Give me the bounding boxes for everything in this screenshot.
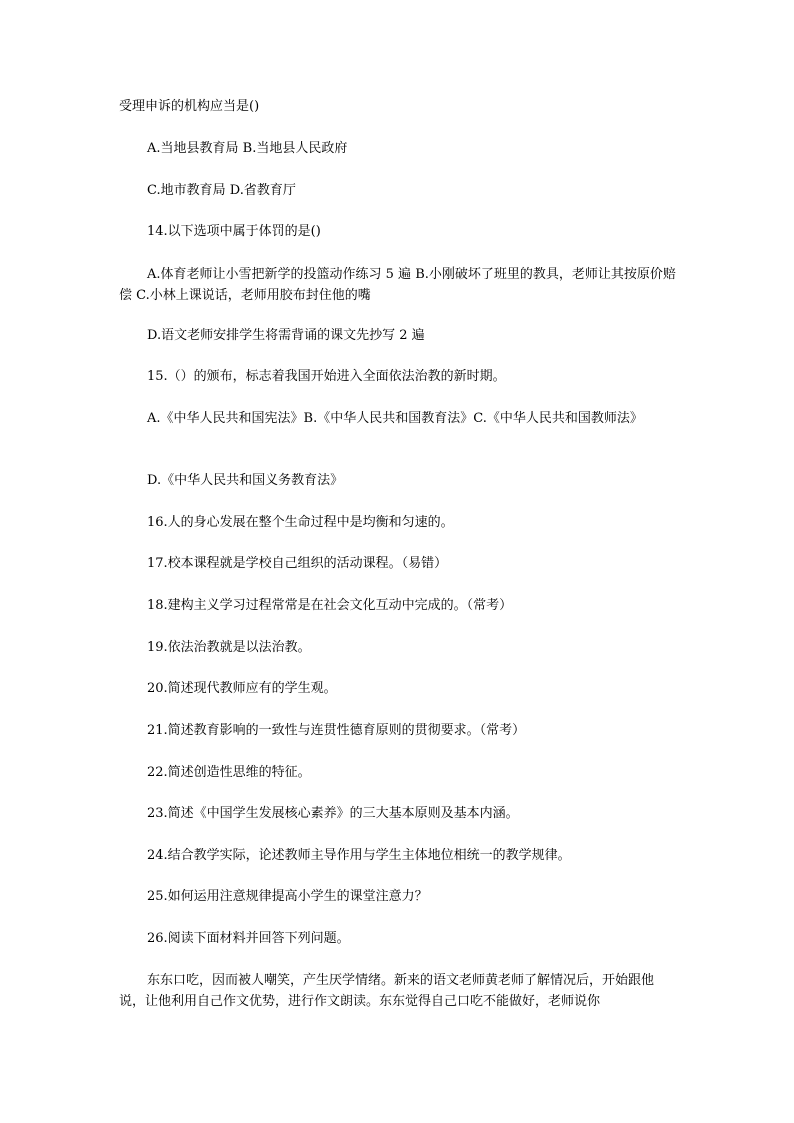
question-13-options-ab: A.当地县教育局 B.当地县人民政府 [147, 141, 348, 156]
question-16: 16.人的身心发展在整个生命过程中是均衡和匀速的。 [147, 515, 454, 530]
question-23: 23.简述《中国学生发展核心素养》的三大基本原则及基本内涵。 [147, 806, 519, 821]
question-24: 24.结合教学实际，论述教师主导作用与学生主体地位相统一的教学规律。 [147, 848, 571, 863]
question-26-material: 东东口吃，因而被人嘲笑，产生厌学情绪。新来的语文老师黄老师了解情况后，开始跟他说，让他利用自己作文优势，进行作文朗读。东东觉得自己口吃不能做好，老师说你 [119, 973, 655, 1009]
question-15-option-d: D.《中华人民共和国义务教育法》 [147, 473, 344, 488]
question-14-stem: 14.以下选项中属于体罚的是() [147, 224, 321, 239]
question-22: 22.简述创造性思维的特征。 [147, 765, 311, 780]
question-18: 18.建构主义学习过程常常是在社会文化互动中完成的。（常考） [147, 598, 513, 613]
question-14-option-d: D.语文老师安排学生将需背诵的课文先抄写 2 遍 [147, 328, 425, 343]
question-25: 25.如何运用注意规律提高小学生的课堂注意力？ [147, 889, 428, 904]
question-17: 17.校本课程就是学校自己组织的活动课程。（易错） [147, 556, 448, 571]
question-15-options-abc: A.《中华人民共和国宪法》B.《中华人民共和国教育法》C.《中华人民共和国教师法》 [147, 411, 643, 426]
question-20: 20.简述现代教师应有的学生观。 [147, 681, 337, 696]
question-13-stem: 受理申诉的机构应当是() [119, 99, 260, 114]
question-26-stem: 26.阅读下面材料并回答下列问题。 [147, 931, 350, 946]
question-19: 19.依法治教就是以法治教。 [147, 640, 311, 655]
question-21: 21.简述教育影响的一致性与连贯性德育原则的贯彻要求。（常考） [147, 723, 526, 738]
question-15-stem: 15.（）的颁布，标志着我国开始进入全面依法治教的新时期。 [147, 369, 506, 384]
question-13-options-cd: C.地市教育局 D.省教育厅 [147, 183, 296, 198]
question-14-options-abc: A.体育老师让小雪把新学的投篮动作练习 5 遍 B.小刚破坏了班里的教具，老师让其按原价赔偿 C.小林上课说话，老师用胶布封住他的嘴 [119, 267, 676, 303]
